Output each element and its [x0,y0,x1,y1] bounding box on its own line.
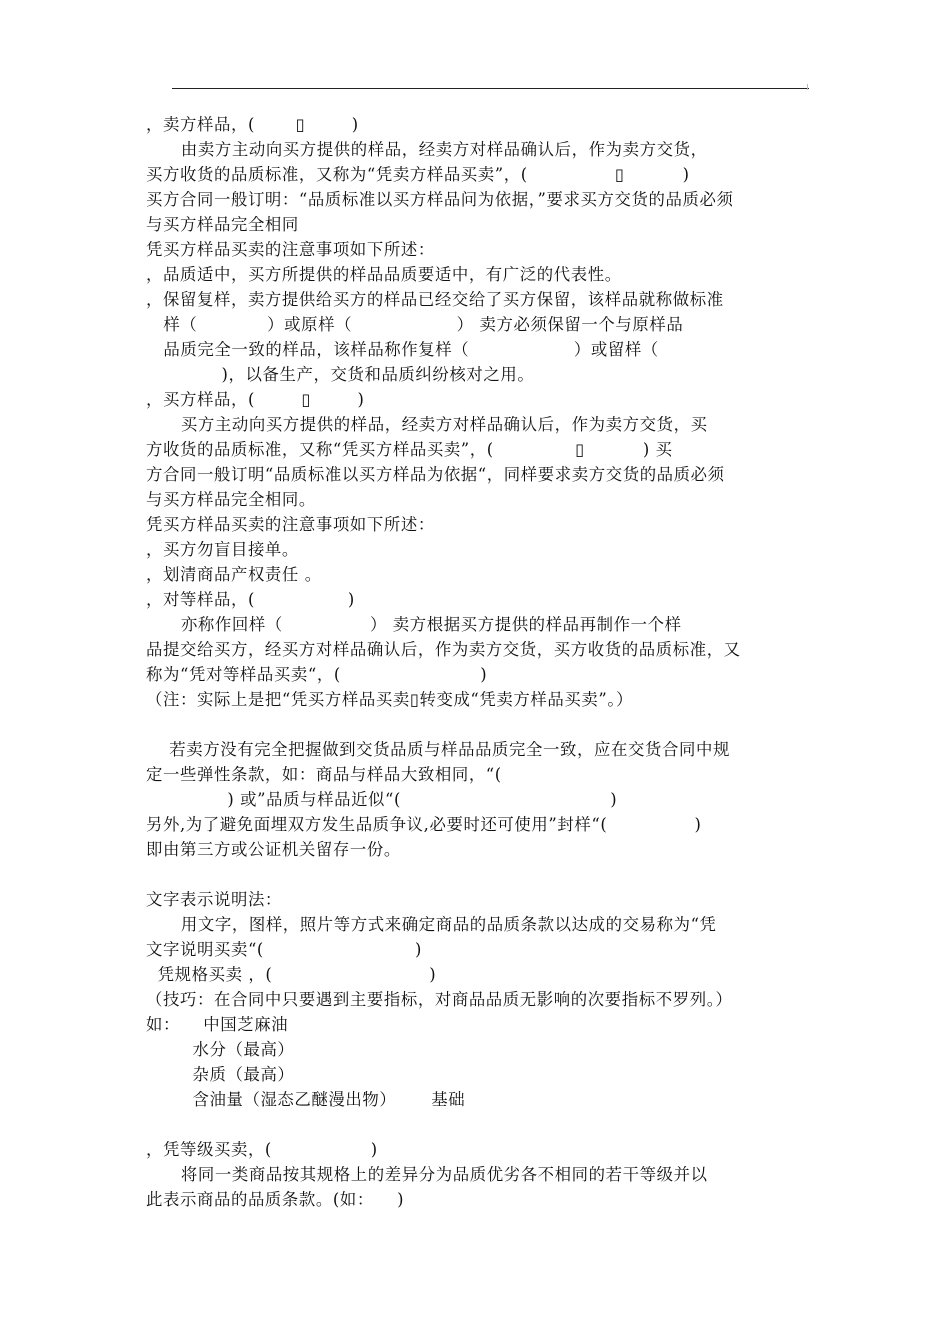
text-line: 若卖方没有完全把握做到交货品质与样品品质完全一致，应在交货合同中规 [146,740,730,759]
text-line: 方收货的品质标准，又称“凭买方样品买卖”，( ▯ ) 买 [146,440,673,459]
text-line: 样（ ）或原样（ ） 卖方必须保留一个与原样品 [146,315,684,334]
text-line: 水分（最高） [146,1040,295,1059]
text-line: 称为“凭对等样品买卖“，( ) [146,665,488,684]
text-line: 与买方样品完全相同。 [146,490,316,509]
text-line: ，卖方样品，( ▯ ) [146,115,359,134]
text-line: 用文字，图样，照片等方式来确定商品的品质条款以达成的交易称为“凭 [146,915,717,934]
text-line: ，保留复样，卖方提供给买方的样品已经交给了买方保留，该样品就称做标准 [146,290,724,309]
text-line: 如： 中国芝麻油 [146,1015,289,1034]
text-line: 方合同一般订明“品质标准以买方样品为依据“，同样要求卖方交货的品质必须 [146,465,725,484]
text-line: 品提交给买方，经买方对样品确认后，作为卖方交货，买方收货的品质标准，又 [146,640,741,659]
text-line: 即由第三方或公证机关留存一份。 [146,840,401,859]
text-line: 买方收货的品质标准，又称为“凭卖方样品买卖”，( ▯ ) [146,165,690,184]
text-line: 含油量（湿态乙醚漫出物） 基础 [146,1090,466,1109]
header-rule-mark [807,84,809,90]
text-line: ，划清商品产权责任 。 [146,565,322,584]
text-line: 凭规格买卖 ，( ) [146,965,437,984]
text-line: 买方主动向买方提供的样品，经卖方对样品确认后，作为卖方交货，买 [146,415,708,434]
text-line: ，买方样品，( ▯ ) [146,390,365,409]
text-line: 此表示商品的品质条款。(如： ) [146,1190,405,1209]
text-line: 凭买方样品买卖的注意事项如下所述： [146,240,435,259]
text-line: 品质完全一致的样品，该样品称作复样（ ）或留样（ [146,340,659,359]
text-line: ，对等样品，( ) [146,590,355,609]
text-line: 与买方样品完全相同 [146,215,299,234]
text-line: ，买方勿盲目接单。 [146,540,299,559]
text-line: ) 或”品质与样品近似“( ) [146,790,618,809]
text-line: 买方合同一般订明：“品质标准以买方样品问为依据，”要求买方交货的品质必须 [146,190,734,209]
text-line: ，品质适中，买方所提供的样品品质要适中，有广泛的代表性。 [146,265,622,284]
text-line: 亦称作回样（ ） 卖方根据买方提供的样品再制作一个样 [146,615,682,634]
text-line: （技巧：在合同中只要遇到主要指标，对商品品质无影响的次要指标不罗列。） [146,990,733,1009]
text-line: 凭买方样品买卖的注意事项如下所述： [146,515,435,534]
text-line: （注：实际上是把“凭买方样品买卖▯转变成“凭卖方样品买卖”。） [146,690,634,709]
header-rule [172,88,809,89]
text-line: 将同一类商品按其规格上的差异分为品质优劣各不相同的若干等级并以 [146,1165,708,1184]
text-line: )，以备生产，交货和品质纠纷核对之用。 [146,365,535,384]
text-line: 文字说明买卖“( ) [146,940,422,959]
text-line: 由卖方主动向买方提供的样品，经卖方对样品确认后，作为卖方交货， [146,140,708,159]
text-line: ，凭等级买卖，( ) [146,1140,378,1159]
text-line: 定一些弹性条款，如：商品与样品大致相同，“( [146,765,502,784]
text-line: 文字表示说明法： [146,890,282,909]
text-line: 另外,为了避免面埋双方发生品质争议,必要时还可使用”封样“( ) [146,815,702,834]
text-line: 杂质（最高） [146,1065,295,1084]
